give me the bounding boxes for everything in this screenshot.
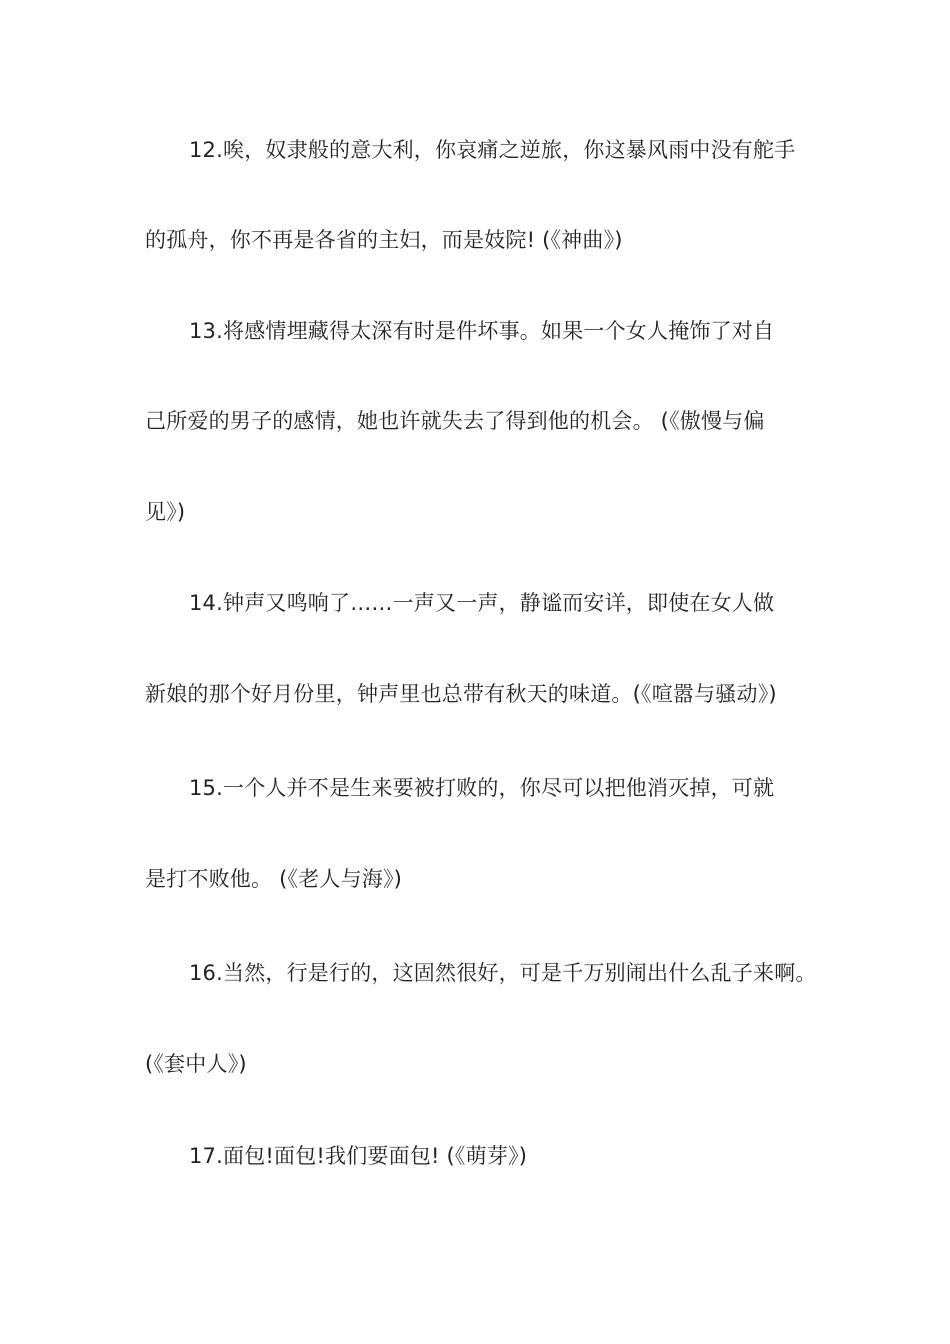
quote-17-line-1: [189, 1141, 810, 1171]
quote-12-line-2: 的孤舟，你不再是各省的主妇，而是妓院! (《神曲》): [145, 228, 623, 252]
quote-15-line-1: [189, 773, 810, 803]
quote-number: 16.: [189, 961, 223, 985]
quote-13-line-2: 己所爱的男子的感情，她也许就失去了得到他的机会。 (《傲慢与偏: [145, 409, 765, 433]
quote-13-line-3: 见》): [145, 500, 186, 524]
quote-text: 将感情埋藏得太深有时是件坏事。如果一个女人掩饰了对自: [223, 319, 775, 343]
quote-number: 17.: [189, 1144, 223, 1168]
quote-number: 14.: [189, 591, 223, 615]
quote-number: 13.: [189, 319, 223, 343]
quote-12-line-1: [189, 135, 810, 165]
quote-text: 一个人并不是生来要被打败的，你尽可以把他消灭掉，可就: [223, 776, 775, 800]
quote-14-line-2: 新娘的那个好月份里，钟声里也总带有秋天的味道。(《喧嚣与骚动》): [145, 682, 777, 706]
quote-text: 钟声又鸣响了……一声又一声，静谧而安详，即使在女人做: [223, 591, 775, 615]
quote-text: 面包!面包!我们要面包! (《萌芽》): [223, 1144, 528, 1168]
quote-15-line-2: 是打不败他。 (《老人与海》): [145, 867, 403, 891]
quote-13-line-1: [189, 316, 810, 346]
quote-number: 12.: [189, 138, 223, 162]
quote-14-line-1: [189, 588, 810, 618]
quote-text: 唉，奴隶般的意大利，你哀痛之逆旅，你这暴风雨中没有舵手: [223, 138, 796, 162]
quote-text: 当然，行是行的，这固然很好，可是千万别闹出什么乱子来啊。: [223, 961, 817, 985]
quote-16-line-1: [189, 958, 817, 988]
quote-16-line-2: (《套中人》): [145, 1052, 247, 1076]
quote-number: 15.: [189, 776, 223, 800]
